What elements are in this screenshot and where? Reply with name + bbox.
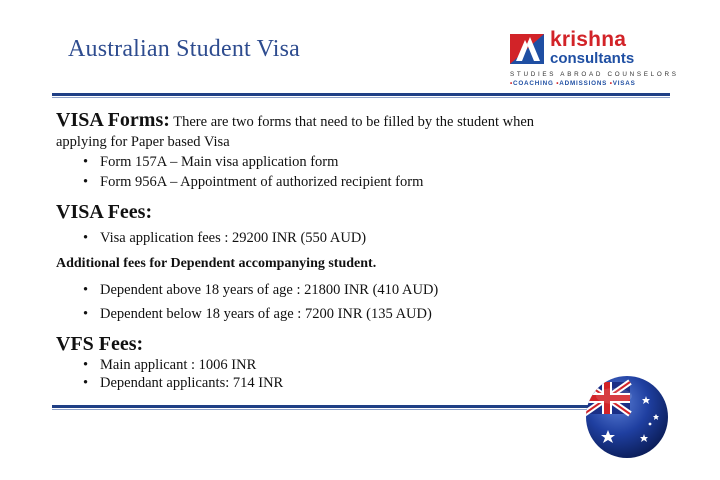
visa-forms-intro-b: applying for Paper based Visa	[56, 134, 230, 150]
dependent-heading: Additional fees for Dependent accompanying student.	[56, 256, 377, 271]
dependent-fees-list	[56, 280, 656, 324]
logo-name: krishna	[550, 28, 627, 51]
list-item: • Dependent below 18 years of age : 7200 INR (135 AUD)	[56, 304, 656, 324]
visa-forms-intro-a: There are two forms that need to be filled by the student when	[173, 114, 535, 130]
footer-divider	[52, 405, 592, 408]
visa-fees-list	[56, 228, 656, 248]
visa-forms-list	[56, 152, 656, 192]
australia-flag-globe-icon	[584, 374, 670, 460]
list-item: • Main applicant : 1006 INR	[56, 356, 656, 374]
slide-title: Australian Student Visa	[68, 36, 301, 62]
list-item: • Form 956A – Appointment of authorized recipient form	[56, 172, 656, 192]
visa-forms-heading: VISA Forms:	[56, 109, 170, 131]
logo-service-item: COACHING	[513, 80, 554, 87]
footer-divider-thin	[52, 409, 592, 410]
list-item: • Visa application fees : 29200 INR (550 AUD)	[56, 228, 656, 248]
vfs-fees-heading: VFS Fees:	[56, 333, 144, 355]
visa-fees-heading: VISA Fees:	[56, 201, 153, 223]
slide-content	[56, 110, 656, 392]
logo-service-item: VISAS	[612, 80, 636, 87]
krishna-consultants-logo	[508, 28, 679, 92]
logo-tagline: STUDIES ABROAD COUNSELORS	[510, 71, 679, 78]
logo-sub: consultants	[550, 50, 635, 67]
logo-mark-icon	[510, 34, 544, 64]
header-divider	[52, 93, 670, 96]
header-divider-thin	[52, 97, 670, 98]
logo-services: •COACHING •ADMISSIONS •VISAS	[510, 80, 636, 87]
logo-service-item: ADMISSIONS	[559, 80, 608, 87]
list-item: • Dependant applicants: 714 INR	[56, 374, 656, 392]
list-item: • Form 157A – Main visa application form	[56, 152, 656, 172]
list-item: • Dependent above 18 years of age : 21800 INR (410 AUD)	[56, 280, 656, 300]
vfs-fees-list	[56, 356, 656, 392]
visa-forms-intro	[56, 110, 656, 152]
